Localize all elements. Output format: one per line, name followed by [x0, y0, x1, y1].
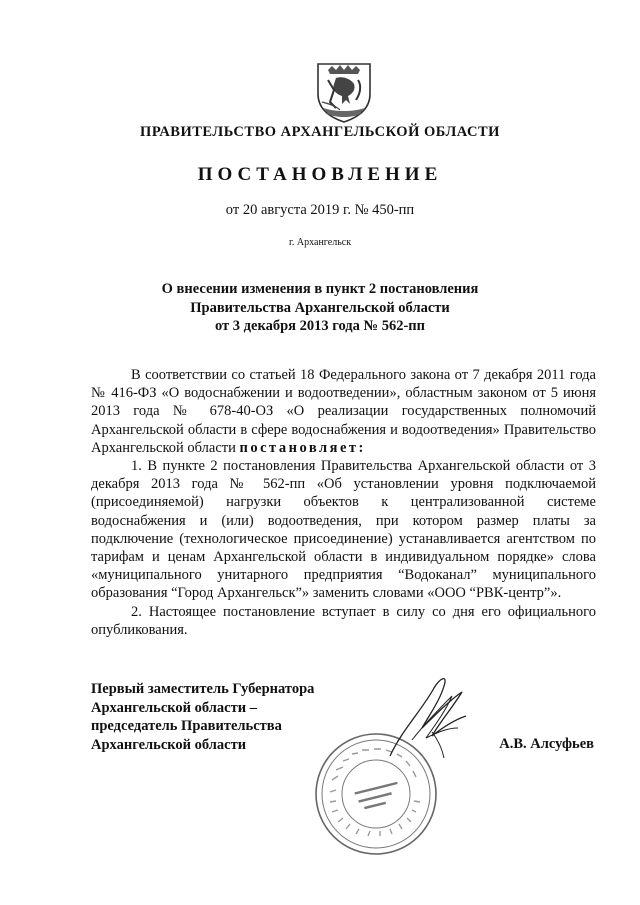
position-line: Архангельской области –: [91, 699, 257, 716]
signatory-position: [91, 680, 314, 754]
stamp-inner-text: [354, 782, 397, 810]
issuing-authority: ПРАВИТЕЛЬСТВО АРХАНГЕЛЬСКОЙ ОБЛАСТИ: [140, 124, 500, 140]
subject-line: Правительства Архангельской области: [190, 299, 450, 316]
subject-line: О внесении изменения в пункт 2 постановления: [161, 281, 479, 297]
document-city: г. Архангельск: [288, 237, 352, 248]
position-line: председатель Правительства: [91, 718, 282, 734]
position-line: Архангельской области: [91, 736, 247, 753]
item-2-paragraph: 2. Настоящее постановление вступает в силу со дня его официального опубликования.: [91, 603, 596, 638]
item-1-paragraph: 1. В пункте 2 постановления Правительства Архангельской области от 3 декабря 2013 года № 562-пп «Об установлении уровня подключаемой (присоединяемой) нагрузки объектов к централизованной системе водоснабжения и (или) водоотведения, при котором размер платы за подключение (технологическое присоединение) устанавливается агентством по тарифам и ценам Архангельской области в индивидуальном порядке» слова «муниципального унитарного предприятия “Водоканал” муниципального образования “Город Архангельск”» заменить словами «ООО “РВК-центр”».: [91, 458, 596, 602]
signatory-name: А.В. Алсуфьев: [499, 736, 594, 752]
document-date-number: от 20 августа 2019 г. № 450-пп: [225, 202, 415, 218]
subject-line: от 3 декабря 2013 года № 562-пп: [215, 318, 425, 334]
preamble-text: В соответствии со статьей 18 Федерального закона от 7 декабря 2011 года № 416-ФЗ «О водоснабжении и водоотведении», областным законом от 5 июня 2013 года № 678-40-ОЗ «О реализации государственных полномочий Архангельской области в сфере водоснабжения и водоотведения» Правительство Архангельской области: [91, 367, 596, 456]
document-type-title: ПОСТАНОВЛЕНИЕ: [197, 164, 443, 185]
position-line: Первый заместитель Губернатора: [91, 681, 315, 697]
handwritten-signature: [382, 670, 472, 760]
preamble-paragraph: [91, 366, 596, 457]
document-body: [91, 366, 596, 639]
coat-of-arms-icon: [314, 60, 374, 124]
document-subject: [0, 280, 640, 336]
resolves-keyword: постановляет:: [239, 439, 366, 456]
